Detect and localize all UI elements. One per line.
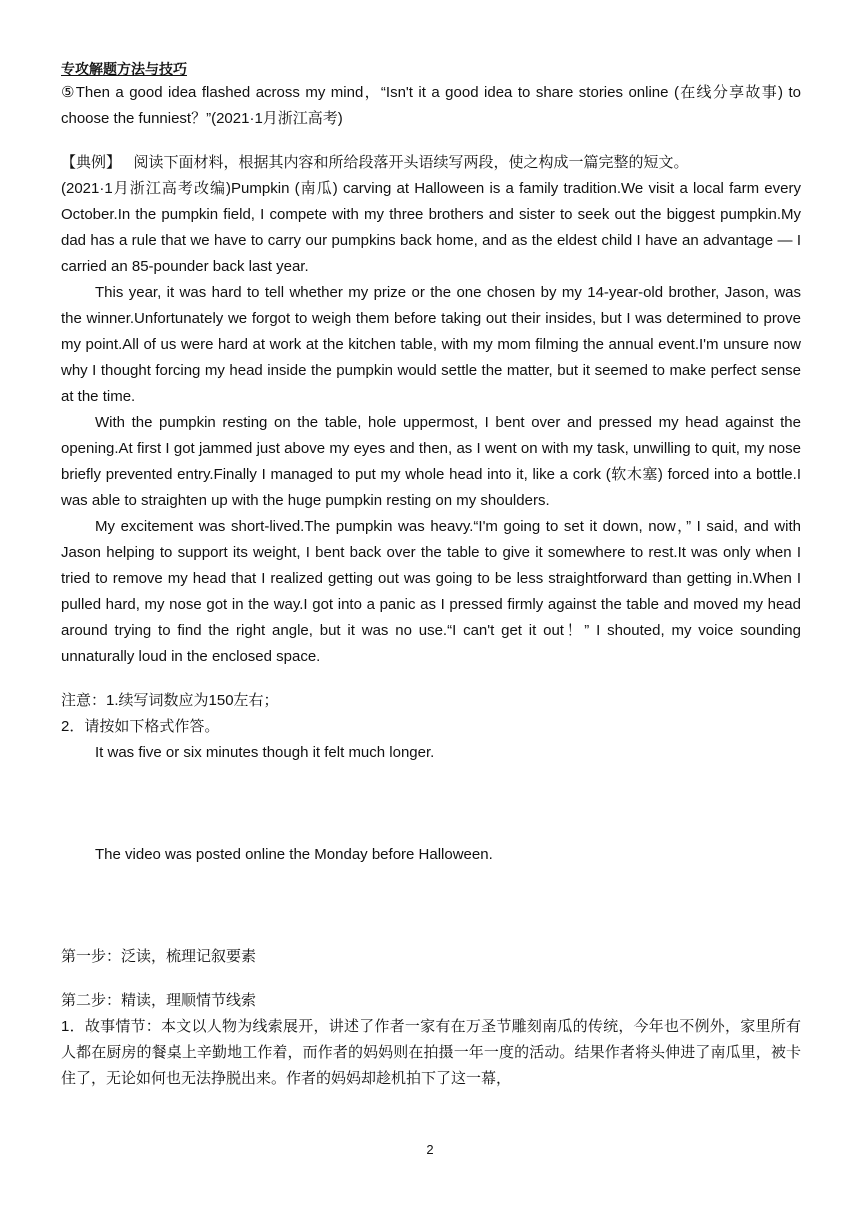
document-page [61, 58, 801, 1092]
spacer [61, 970, 801, 988]
passage-paragraph-4: My excitement was short-lived.The pumpkin was heavy.“I'm going to set it down, now，” I said, and with Jason helping to support its weight, I bent back over the table to give it somewhere to rest.It was only when I tried to remove my head that I realized getting out was going to be less straightforward than getting in.When I pulled hard, my nose got in the way.I got into a panic as I pressed firmly against the table and moved my head around trying to find the right angle, but it was no use.“I can't get it out！” I shouted, my voice sounding unnaturally loud in the enclosed space. [61, 518, 801, 665]
writing-space [61, 868, 801, 944]
example-label: 【典例】 [61, 154, 122, 171]
spacer [61, 670, 801, 688]
opening-sentence-1: It was five or six minutes though it felt much longer. [95, 744, 435, 761]
note-word-count: 注意：1.续写词数应为150左右； [61, 692, 279, 709]
tip-five: ⑤Then a good idea flashed across my mind，“Isn't it a good idea to share stories online (在线分享故事) to choose the funniest？”(2021·1月浙江高考) [61, 84, 801, 127]
passage-paragraph-2: This year, it was hard to tell whether my prize or the one chosen by my 14-year-old brother, Jason, was the winner.Unfortunately we forgot to weigh them before taking out their insides, but I was determined to prove my point.All of us were hard at work at the kitchen table, with my mom filming the annual event.I'm unsure now why I thought forcing my head inside the pumpkin would settle the matter, but it seemed to make perfect sense at the time. [61, 284, 801, 405]
opening-sentence-2: The video was posted online the Monday before Halloween. [95, 846, 493, 863]
plot-summary: 1．故事情节：本文以人物为线索展开，讲述了作者一家有在万圣节雕刻南瓜的传统，今年也不例外，家里所有人都在厨房的餐桌上辛勤地工作着，而作者的妈妈则在拍摄一年一度的活动。结果作者将头伸进了南瓜里，被卡住了，无论如何也无法挣脱出来。作者的妈妈却趁机拍下了这一幕， [61, 1018, 801, 1087]
page-number: 2 [426, 1142, 434, 1157]
spacer [61, 132, 801, 150]
example-instruction: 阅读下面材料，根据其内容和所给段落开头语续写两段，使之构成一篇完整的短文。 [133, 154, 689, 171]
passage-paragraph-3: With the pumpkin resting on the table, hole uppermost, I bent over and pressed my head against the opening.At first I got jammed just above my eyes and then, as I went on with my task, unwilling to quit, my nose briefly prevented entry.Finally I managed to put my whole head into it, like a cork (软木塞) forced into a bottle.I was able to straighten up with the huge pumpkin resting on my shoulders. [61, 414, 801, 509]
section-heading: 专攻解题方法与技巧 [61, 61, 187, 77]
passage-paragraph-1: (2021·1月浙江高考改编)Pumpkin (南瓜) carving at Halloween is a family tradition.We visit a local farm every October.In the pumpkin field, I compete with my three brothers and sister to seek out the biggest pumpkin.My dad has a rule that we have to carry our pumpkins back home, and as the eldest child I have an advantage — I carried an 85-pounder back last year. [61, 180, 801, 275]
example-intro [61, 150, 801, 176]
writing-space [61, 766, 801, 842]
step-two: 第二步：精读，理顺情节线索 [61, 992, 257, 1009]
note-format: 2．请按如下格式作答。 [61, 718, 220, 735]
step-one: 第一步：泛读，梳理记叙要素 [61, 948, 257, 965]
